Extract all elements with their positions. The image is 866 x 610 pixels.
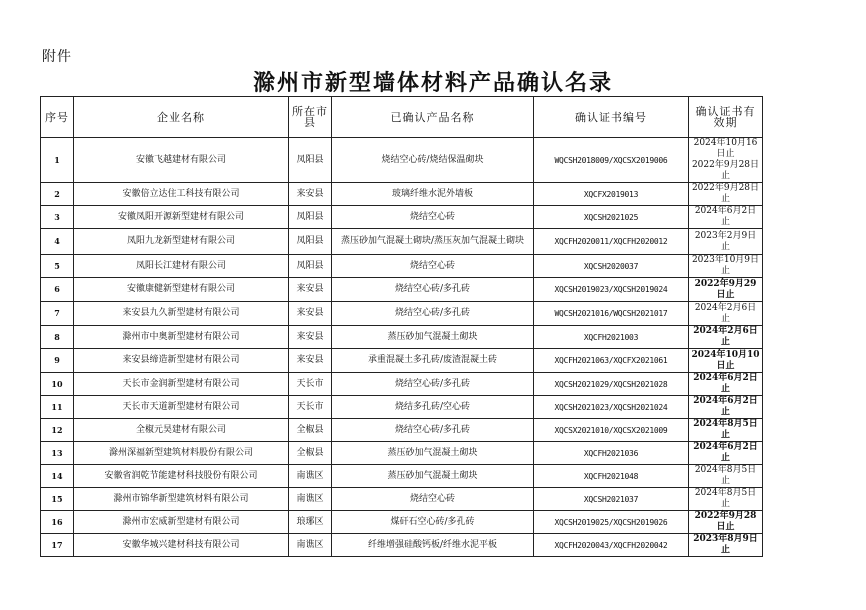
row-no: 3 (41, 206, 74, 229)
row-cert: XQCSH2020037 (534, 255, 689, 278)
row-county: 凤阳县 (289, 206, 332, 229)
row-county: 全椒县 (289, 442, 332, 465)
row-expiry (689, 465, 763, 488)
table-row (41, 326, 763, 349)
row-cert: XQCFH2021048 (534, 465, 689, 488)
row-company: 全椒元昊建材有限公司 (74, 419, 289, 442)
header-product: 已确认产品名称 (332, 97, 534, 138)
row-company: 来安县缔造新型建材有限公司 (74, 349, 289, 373)
row-expiry (689, 396, 763, 419)
row-product: 烧结空心砖 (332, 255, 534, 278)
expiry-line: 2023年8月9日止 (693, 534, 758, 555)
row-expiry (689, 229, 763, 255)
row-cert: XQCSH2021025 (534, 206, 689, 229)
row-county: 天长市 (289, 396, 332, 419)
table-row (41, 138, 763, 183)
row-county: 琅琊区 (289, 511, 332, 534)
row-company: 凤阳九龙新型建材有限公司 (74, 229, 289, 255)
row-cert: XQCFH2021036 (534, 442, 689, 465)
row-product: 承重混凝土多孔砖/废渣混凝土砖 (332, 349, 534, 373)
expiry-line: 2024年6月2日止 (694, 206, 757, 227)
row-company: 安徽飞越建材有限公司 (74, 138, 289, 183)
row-expiry (689, 488, 763, 511)
row-company: 安徽康健新型建材有限公司 (74, 278, 289, 302)
row-product: 烧结空心砖 (332, 206, 534, 229)
row-product: 纤维增强硅酸钙板/纤维水泥平板 (332, 534, 534, 557)
expiry-line: 2024年8月5日止 (694, 488, 757, 509)
header-no: 序号 (41, 97, 74, 138)
row-company: 天长市金润新型建材有限公司 (74, 373, 289, 396)
table-row (41, 534, 763, 557)
table-row (41, 255, 763, 278)
page-title: 滁州市新型墙体材料产品确认名录 (252, 70, 613, 96)
table-body (41, 138, 763, 557)
row-product: 烧结空心砖/多孔砖 (332, 278, 534, 302)
row-no: 7 (41, 302, 74, 326)
product-list-table (40, 96, 763, 557)
row-product: 蒸压砂加气混凝土砌块 (332, 326, 534, 349)
row-company: 滁州市锦华新型建筑材料有限公司 (74, 488, 289, 511)
expiry-line: 2024年8月5日止 (693, 419, 758, 440)
table-row (41, 206, 763, 229)
row-product: 蒸压砂加气混凝土砌块 (332, 465, 534, 488)
row-product: 烧结多孔砖/空心砖 (332, 396, 534, 419)
row-expiry (689, 442, 763, 465)
row-expiry (689, 302, 763, 326)
row-product: 烧结空心砖/烧结保温砌块 (332, 138, 534, 183)
row-county: 凤阳县 (289, 229, 332, 255)
table-row (41, 511, 763, 534)
row-company: 安徽省润乾节能建材科技股份有限公司 (74, 465, 289, 488)
row-cert: XQCFH2020043/XQCFH2020042 (534, 534, 689, 557)
row-cert: XQCSH2019025/XQCSH2019026 (534, 511, 689, 534)
row-no: 11 (41, 396, 74, 419)
header-expiry: 确认证书有效期 (689, 97, 763, 138)
row-county: 全椒县 (289, 419, 332, 442)
table-row (41, 465, 763, 488)
expiry-line: 2022年9月28日止 (694, 511, 757, 532)
row-cert: WQCSH2021016/WQCSH2021017 (534, 302, 689, 326)
row-product: 烧结空心砖/多孔砖 (332, 419, 534, 442)
row-cert: XQCSH2019023/XQCSH2019024 (534, 278, 689, 302)
expiry-line: 2023年2月9日止 (694, 230, 757, 252)
row-company: 凤阳长江建材有限公司 (74, 255, 289, 278)
expiry-line: 2024年10月16日止 (693, 138, 758, 159)
row-expiry (689, 326, 763, 349)
row-cert: XQCFH2020011/XQCFH2020012 (534, 229, 689, 255)
row-cert: XQCFH2021003 (534, 326, 689, 349)
row-cert: XQCSH2021037 (534, 488, 689, 511)
header-company: 企业名称 (74, 97, 289, 138)
row-expiry (689, 255, 763, 278)
expiry-line: 2024年2月6日止 (694, 302, 757, 324)
expiry-line: 2022年9月28日止 (691, 183, 760, 204)
row-expiry (689, 206, 763, 229)
row-county: 天长市 (289, 373, 332, 396)
row-cert: XQCFH2021063/XQCFX2021061 (534, 349, 689, 373)
expiry-line: 2022年9月28日止 (691, 160, 760, 181)
row-no: 17 (41, 534, 74, 557)
row-product: 烧结空心砖/多孔砖 (332, 373, 534, 396)
row-expiry (689, 534, 763, 557)
table-row (41, 302, 763, 326)
expiry-line: 2024年8月5日止 (694, 465, 757, 486)
expiry-line: 2022年9月29日止 (694, 278, 757, 300)
row-expiry (689, 373, 763, 396)
row-company: 滁州市宏威新型建材有限公司 (74, 511, 289, 534)
row-no: 8 (41, 326, 74, 349)
row-expiry (689, 349, 763, 373)
row-no: 1 (41, 138, 74, 183)
row-company: 安徽凤阳开源新型建材有限公司 (74, 206, 289, 229)
row-no: 12 (41, 419, 74, 442)
row-expiry (689, 278, 763, 302)
table-row (41, 349, 763, 373)
row-county: 来安县 (289, 349, 332, 373)
table-row (41, 373, 763, 396)
row-cert: WQCSH2018009/XQCSX2019006 (534, 138, 689, 183)
expiry-line: 2024年10月10日止 (691, 349, 760, 371)
row-county: 来安县 (289, 183, 332, 206)
expiry-line: 2024年6月2日止 (693, 373, 758, 394)
expiry-line: 2024年6月2日止 (693, 442, 758, 463)
row-county: 来安县 (289, 326, 332, 349)
row-product: 烧结空心砖 (332, 488, 534, 511)
row-expiry (689, 183, 763, 206)
header-cert: 确认证书编号 (534, 97, 689, 138)
row-product: 蒸压砂加气混凝土砌块/蒸压灰加气混凝土砌块 (332, 229, 534, 255)
header-county: 所在市县 (289, 97, 332, 138)
row-no: 14 (41, 465, 74, 488)
row-no: 16 (41, 511, 74, 534)
table-row (41, 278, 763, 302)
row-county: 凤阳县 (289, 138, 332, 183)
table-row (41, 442, 763, 465)
row-county: 南谯区 (289, 488, 332, 511)
table-row (41, 229, 763, 255)
row-cert: XQCFX2019013 (534, 183, 689, 206)
row-county: 凤阳县 (289, 255, 332, 278)
row-product: 烧结空心砖/多孔砖 (332, 302, 534, 326)
row-product: 玻璃纤维水泥外墙板 (332, 183, 534, 206)
row-county: 南谯区 (289, 465, 332, 488)
row-company: 安徽华城兴建材科技有限公司 (74, 534, 289, 557)
row-company: 滁州市中奥新型建材有限公司 (74, 326, 289, 349)
row-no: 9 (41, 349, 74, 373)
row-cert: XQCSH2021029/XQCSH2021028 (534, 373, 689, 396)
row-no: 15 (41, 488, 74, 511)
row-company: 安徽倍立达住工科技有限公司 (74, 183, 289, 206)
expiry-line: 2024年2月6日止 (693, 326, 758, 347)
row-product: 蒸压砂加气混凝土砌块 (332, 442, 534, 465)
row-no: 6 (41, 278, 74, 302)
row-county: 南谯区 (289, 534, 332, 557)
row-company: 滁州深福新型建筑材料股份有限公司 (74, 442, 289, 465)
row-expiry (689, 138, 763, 183)
row-cert: XQCSH2021023/XQCSH2021024 (534, 396, 689, 419)
table-row (41, 396, 763, 419)
table-row (41, 488, 763, 511)
row-no: 13 (41, 442, 74, 465)
row-no: 4 (41, 229, 74, 255)
expiry-line: 2024年6月2日止 (693, 396, 758, 417)
row-no: 10 (41, 373, 74, 396)
row-company: 来安县九久新型建材有限公司 (74, 302, 289, 326)
row-no: 2 (41, 183, 74, 206)
expiry-line: 2023年10月9日止 (691, 255, 760, 276)
table-row (41, 183, 763, 206)
row-no: 5 (41, 255, 74, 278)
row-expiry (689, 511, 763, 534)
row-company: 天长市天道新型建材有限公司 (74, 396, 289, 419)
row-product: 煤矸石空心砖/多孔砖 (332, 511, 534, 534)
row-cert: XQCSX2021010/XQCSX2021009 (534, 419, 689, 442)
row-expiry (689, 419, 763, 442)
table-header-row (41, 97, 763, 138)
row-county: 来安县 (289, 302, 332, 326)
table-row (41, 419, 763, 442)
row-county: 来安县 (289, 278, 332, 302)
attachment-label: 附件 (42, 49, 72, 65)
